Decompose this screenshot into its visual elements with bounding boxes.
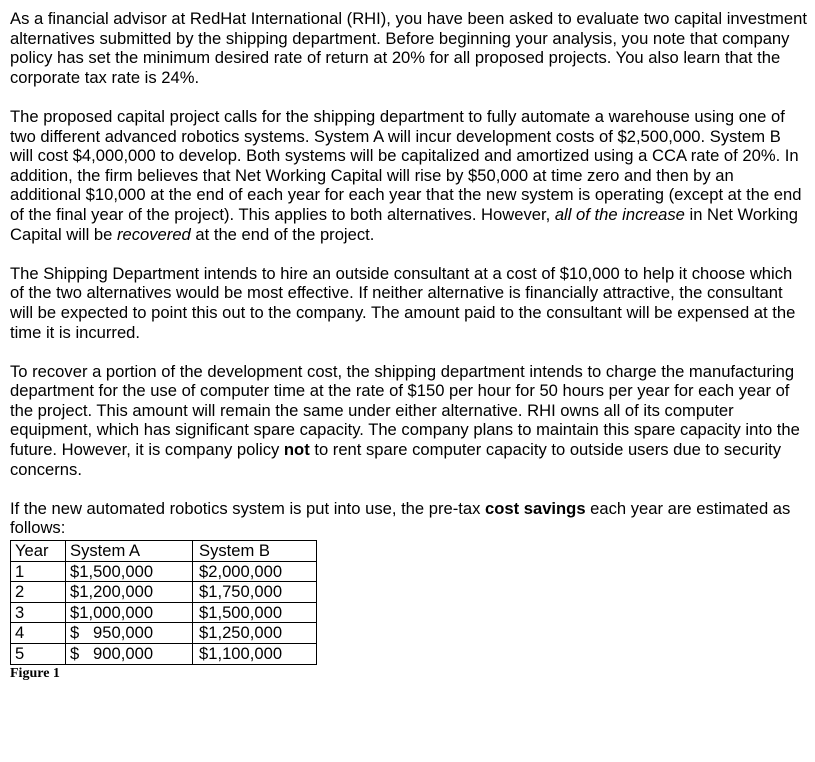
paragraph-intro-text: As a financial advisor at RedHat International (RHI), you have been asked to evaluate two capital investment alternatives submitted by the shipping department. Before beginning your analysis, you note that company policy has set the minimum desired rate of return at 20% for all proposed projects. You also learn that the corporate tax rate is 24%.: [10, 9, 807, 87]
cell-system-a: $ 950,000: [66, 623, 193, 644]
paragraph-intro: [10, 9, 808, 87]
cell-system-a: $ 900,000: [66, 644, 193, 665]
paragraph-computer-time: [10, 362, 808, 480]
paragraph-consultant: [10, 264, 808, 342]
paragraph-cost-savings-bold: cost savings: [485, 498, 586, 518]
table-row: [11, 602, 317, 623]
cell-year: 3: [11, 602, 66, 623]
cell-year: 4: [11, 623, 66, 644]
paragraph-computer-time-text-start: To recover a portion of the development cost, the shipping department intends to charge the manufacturing department for the use of computer time at the rate of $150 per hour for 50 hours per year for each year of the project. This amount will remain the same under either alternative. RHI owns all of its computer equipment, which has significant spare capacity. The company plans to maintain this spare capacity into the future. However, it is company policy: [10, 361, 800, 460]
document: [10, 9, 808, 682]
cell-system-b: $1,100,000: [193, 644, 317, 665]
cost-savings-table: [10, 540, 317, 665]
table-row: [11, 582, 317, 603]
paragraph-computer-time-text-end: to rent spare computer capacity to outside users due to security concerns.: [10, 440, 782, 479]
table-row: [11, 561, 317, 582]
paragraph-project-text-mid: in Net Working Capital will be: [10, 204, 799, 244]
cell-year: 1: [11, 561, 66, 582]
cell-system-a: $1,200,000: [66, 582, 193, 603]
paragraph-consultant-text: The Shipping Department intends to hire an outside consultant at a cost of $10,000 to help it choose which of the two alternatives would be most effective. If neither alternative is financially attractive, the consultant will be expected to point this out to the company. The amount paid to the consultant will be expensed at the time it is incurred.: [10, 263, 796, 342]
paragraph-project: [10, 107, 808, 244]
cell-system-a: $1,500,000: [66, 561, 193, 582]
cell-system-b: $2,000,000: [193, 561, 317, 582]
cell-system-a: $1,000,000: [66, 602, 193, 623]
table-header-row: [11, 541, 317, 562]
cell-system-b: $1,750,000: [193, 582, 317, 603]
paragraph-cost-savings-text-start: If the new automated robotics system is put into use, the pre-tax: [10, 498, 486, 518]
table-row: [11, 644, 317, 665]
paragraph-cost-savings-text-end: each year are estimated as follows:: [10, 498, 791, 538]
header-system-a: System A: [66, 541, 193, 562]
cell-system-b: $1,250,000: [193, 623, 317, 644]
cell-system-b: $1,500,000: [193, 602, 317, 623]
cell-year: 5: [11, 644, 66, 665]
paragraph-project-italic-increase: all of the increase: [554, 204, 685, 224]
paragraph-project-italic-recovered: recovered: [116, 224, 191, 244]
paragraph-computer-time-bold-not: not: [283, 440, 310, 460]
paragraph-project-text-end: at the end of the project.: [190, 224, 375, 244]
header-system-b: System B: [193, 541, 317, 562]
paragraph-project-text-start: The proposed capital project calls for the shipping department to fully automate a warehouse using one of two different advanced robotics systems. System A will incur development costs of $2,500,000. System B will cost $4,000,000 to develop. Both systems will be capitalized and amortized using a CCA rate of 20%. In addition, the firm believes that Net Working Capital will rise by $50,000 at time zero and then by an additional $10,000 at the end of each year for each year that the new system is operating (except at the end of the final year of the project). This applies to both alternatives. However,: [10, 106, 802, 224]
paragraph-cost-savings: [10, 499, 808, 538]
figure-caption: Figure 1: [10, 665, 60, 681]
table-row: [11, 623, 317, 644]
header-year: Year: [11, 541, 66, 562]
cell-year: 2: [11, 582, 66, 603]
